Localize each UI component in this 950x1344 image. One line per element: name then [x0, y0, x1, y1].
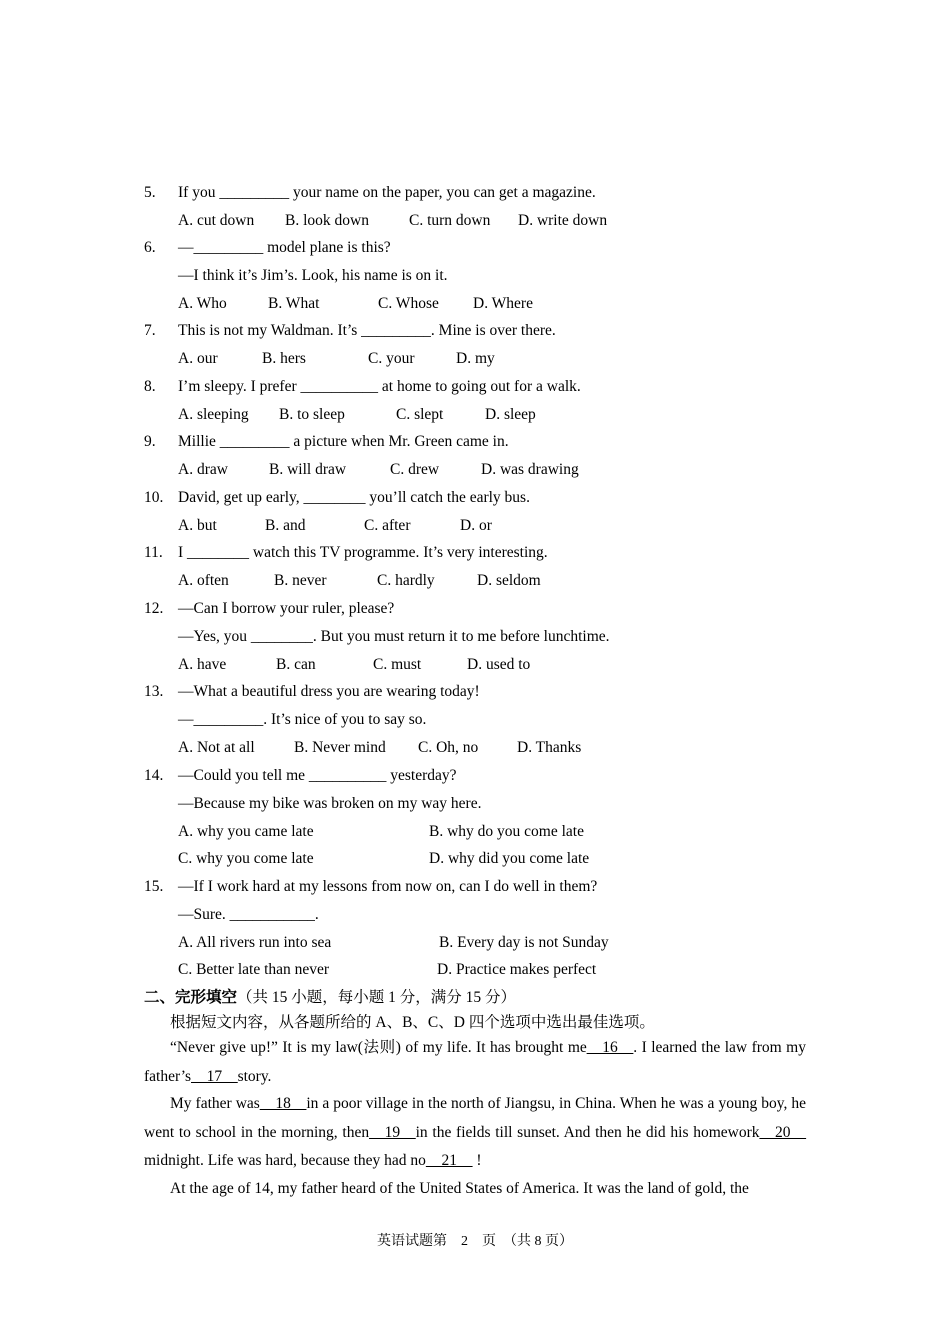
question-number: 15.	[144, 878, 164, 895]
question-14	[144, 762, 814, 873]
option-a: A. have	[178, 655, 227, 673]
question-text: —I think it’s Jim’s. Look, his name is on it.	[178, 266, 448, 284]
option-c: C. Oh, no	[418, 738, 479, 756]
option-c: C. turn down	[409, 211, 491, 229]
page-footer: 英语试题第 2 页 （共 8 页）	[377, 1234, 573, 1249]
blank-18: __18__	[259, 1095, 307, 1112]
question-6	[144, 234, 814, 317]
passage-text: “Never give up!” It is my law(法则) of my life. It has brought me	[170, 1039, 587, 1056]
option-d: D. sleep	[485, 405, 536, 423]
section-instruction: 根据短文内容，从各题所给的 A、B、C、D 四个选项中选出最佳选项。	[170, 1014, 655, 1031]
option-d: D. used to	[467, 655, 531, 673]
option-a: A. All rivers run into sea	[178, 933, 332, 951]
blank-20: __20__	[759, 1123, 807, 1141]
blank-17: __17__	[191, 1067, 238, 1085]
question-number: 11.	[144, 544, 163, 561]
option-c: C. Whose	[378, 294, 439, 312]
option-b: B. why do you come late	[429, 822, 584, 840]
question-text: I ________ watch this TV programme. It’s very interesting.	[178, 544, 548, 561]
question-text: —_________. It’s nice of you to say so.	[178, 710, 427, 728]
passage-text: My father was	[170, 1095, 260, 1112]
option-b: B. hers	[262, 349, 306, 367]
option-a: A. but	[178, 516, 217, 534]
question-12	[144, 595, 814, 678]
option-a: A. draw	[178, 460, 228, 478]
blank-19: __19__	[369, 1123, 416, 1141]
option-c: C. why you come late	[178, 850, 314, 868]
question-text: I’m sleepy. I prefer __________ at home to going out for a walk.	[178, 378, 581, 395]
option-d: D. Where	[473, 294, 533, 312]
option-d: D. or	[460, 516, 492, 534]
question-text: Millie _________ a picture when Mr. Green came in.	[178, 433, 509, 450]
question-text: —What a beautiful dress you are wearing today!	[178, 683, 480, 700]
question-number: 9.	[144, 433, 156, 450]
question-15	[144, 873, 814, 984]
blank-16: __16__	[586, 1039, 634, 1056]
section-heading	[144, 985, 516, 1011]
option-c: C. after	[364, 516, 411, 534]
passage-text: midnight. Life was hard, because they had no	[144, 1152, 426, 1169]
option-a: A. cut down	[178, 211, 255, 229]
question-7	[144, 317, 814, 373]
option-b: B. What	[268, 294, 320, 312]
option-d: D. seldom	[477, 571, 541, 589]
question-number: 5.	[144, 184, 156, 201]
option-d: D. was drawing	[481, 460, 579, 478]
question-text: —Sure. ___________.	[178, 905, 319, 923]
question-10	[144, 484, 814, 540]
section-note: （共 15 小题，每小题 1 分，满分 15 分）	[237, 989, 517, 1006]
option-c: C. Better late than never	[178, 961, 330, 979]
question-text: —If I work hard at my lessons from now on, can I do well in them?	[178, 878, 598, 895]
passage-text: !	[472, 1152, 482, 1169]
option-b: B. Never mind	[294, 738, 386, 756]
option-d: D. Practice makes perfect	[437, 961, 597, 979]
question-9	[144, 428, 814, 484]
question-number: 8.	[144, 378, 156, 395]
option-c: C. must	[373, 655, 422, 673]
option-b: B. look down	[285, 211, 369, 229]
question-number: 6.	[144, 239, 156, 256]
blank-21: __21__	[425, 1152, 473, 1169]
question-5	[144, 179, 814, 235]
option-a: A. our	[178, 349, 218, 367]
option-d: D. write down	[518, 211, 608, 229]
option-b: B. will draw	[269, 460, 347, 478]
question-text: David, get up early, ________ you’ll catch the early bus.	[178, 489, 530, 506]
question-number: 12.	[144, 600, 164, 617]
passage-text: . I learned the law from my father’s	[144, 1039, 806, 1085]
question-11	[144, 539, 814, 595]
passage-paragraph-1	[144, 1034, 806, 1091]
option-c: C. drew	[390, 460, 440, 478]
question-13	[144, 678, 814, 761]
question-text: —_________ model plane is this?	[178, 239, 391, 256]
option-c: C. slept	[396, 405, 444, 423]
question-text: —Can I borrow your ruler, please?	[178, 600, 395, 617]
option-a: A. why you came late	[178, 822, 314, 840]
question-text: This is not my Waldman. It’s _________. Mine is over there.	[178, 322, 556, 339]
question-number: 13.	[144, 683, 164, 700]
question-number: 7.	[144, 322, 156, 339]
option-c: C. your	[368, 349, 415, 367]
question-text: —Yes, you ________. But you must return it to me before lunchtime.	[178, 627, 610, 645]
passage-paragraph-3: At the age of 14, my father heard of the United States of America. It was the land of gold, the	[170, 1180, 749, 1197]
passage-text: in a poor village in the north of Jiangsu, in China. When he was a young boy, he went to school in the morning, then	[144, 1095, 806, 1141]
option-b: B. and	[265, 516, 306, 534]
option-b: B. never	[274, 571, 327, 589]
option-b: B. to sleep	[279, 405, 345, 423]
option-a: A. sleeping	[178, 405, 249, 423]
question-number: 14.	[144, 767, 164, 784]
option-b: B. can	[276, 655, 316, 673]
option-d: D. my	[456, 349, 495, 367]
section-title: 二、完形填空	[144, 989, 238, 1006]
question-text: If you _________ your name on the paper, you can get a magazine.	[178, 184, 596, 201]
option-a: A. often	[178, 571, 229, 589]
option-a: A. Who	[178, 294, 227, 312]
option-d: D. Thanks	[517, 738, 582, 756]
question-number: 10.	[144, 489, 164, 506]
passage-text: in the fields till sunset. And then he did his homework	[415, 1123, 760, 1141]
question-text: —Because my bike was broken on my way here.	[178, 794, 482, 812]
option-b: B. Every day is not Sunday	[439, 933, 609, 951]
option-d: D. why did you come late	[429, 850, 590, 868]
question-text: —Could you tell me __________ yesterday?	[178, 767, 457, 784]
option-c: C. hardly	[377, 571, 435, 589]
passage-paragraph-2	[144, 1090, 806, 1176]
passage-text: story.	[237, 1067, 272, 1085]
option-a: A. Not at all	[178, 738, 255, 756]
question-8	[144, 373, 814, 429]
